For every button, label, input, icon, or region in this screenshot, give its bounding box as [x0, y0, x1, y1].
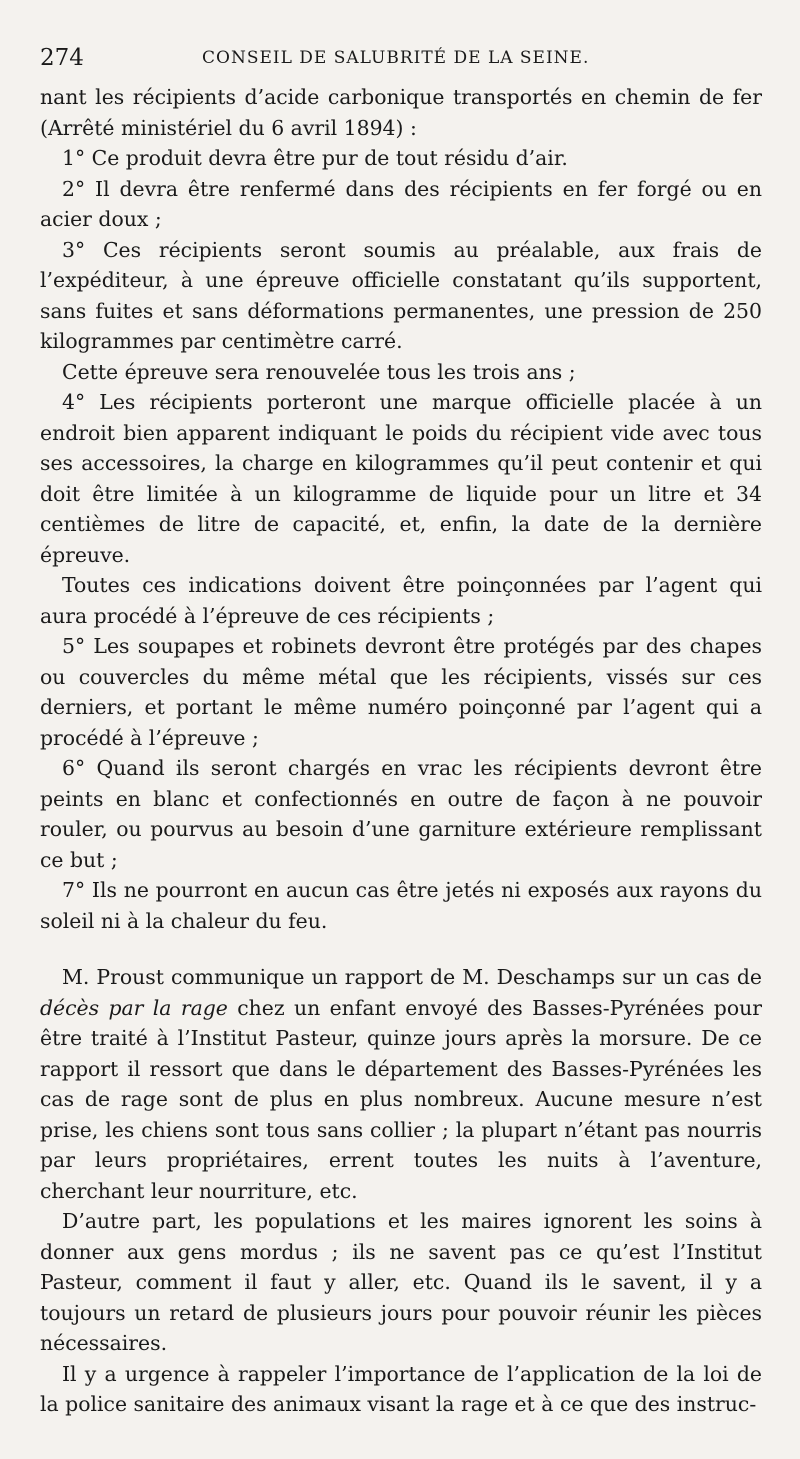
- paragraph-continuation: nant les récipients d’acide carbonique transportés en chemin de fer (Arrêté ministériel du 6 avril 1894) :: [40, 85, 762, 140]
- report-paragraph-2: Il y a urgence à rappeler l’importance de l’application de la loi de la police sanitaire des animaux visant la rage et à ce que des instruc-: [40, 1361, 762, 1416]
- running-title: CONSEIL DE SALUBRITÉ DE LA SEINE.: [202, 48, 590, 68]
- list-item-6: 6° Quand ils seront chargés en vrac les récipients devront être peints en blanc et confectionnés en outre de façon à ne pouvoir rouler, ou pourvus au besoin d’une garniture extérieure remplissant ce but ;: [40, 756, 762, 872]
- page-number: 274: [40, 45, 84, 71]
- list-item-2: 2° Il devra être renfermé dans des récipients en fer forgé ou en acier doux ;: [40, 176, 762, 231]
- list-item-3: 3° Ces récipients seront soumis au préalable, aux frais de l’expéditeur, à une épreuve officielle constatant qu’ils supportent, sans fuites et sans déformations permanentes, une pression de 250 kilogrammes par centimètre carré.: [40, 237, 762, 353]
- list-item-7: 7° Ils ne pourront en aucun cas être jetés ni exposés aux rayons du soleil ni à la chaleur du feu.: [40, 878, 762, 933]
- report-intro-before: M. Proust communique un rapport de M. Deschamps sur un cas de: [62, 965, 762, 989]
- report-intro-paragraph: [40, 962, 762, 1206]
- list-item-5: 5° Les soupapes et robinets devront être protégés par des chapes ou couvercles du même métal que les récipients, vissés sur ces derniers, et portant le même numéro poinçonné par l’agent qui a procédé à l’épreuve ;: [40, 634, 762, 750]
- list-item-4-note: Toutes ces indications doivent être poinçonnées par l’agent qui aura procédé à l’épreuve de ces récipients ;: [40, 573, 762, 628]
- report-paragraph-1: D’autre part, les populations et les maires ignorent les soins à donner aux gens mordus ; ils ne savent pas ce qu’est l’Institut Pasteur, comment il faut y aller, etc. Quand ils le savent, il y a toujours un retard de plusieurs jours pour pouvoir réunir les pièces nécessaires.: [40, 1209, 762, 1355]
- report-intro-after: chez un enfant envoyé des Basses-Pyrénées pour être traité à l’Institut Pasteur, quinze jours après la morsure. De ce rapport il ressort que dans le département des Basses-Pyrénées les cas de rage sont de plus en plus nombreux. Aucune mesure n’est prise, les chiens sont tous sans collier ; la plupart n’étant pas nourris par leurs propriétaires, errent toutes les nuits à l’aventure, cherchant leur nourriture, etc.: [40, 995, 762, 1203]
- book-page: [40, 38, 762, 1438]
- list-item-4: 4° Les récipients porteront une marque officielle placée à un endroit bien apparent indiquant le poids du récipient vide avec tous ses accessoires, la charge en kilogrammes qu’il peut contenir et qui doit être limitée à un kilogramme de liquide pour un litre et 34 centièmes de litre de capacité, et, enfin, la date de la dernière épreuve.: [40, 390, 762, 567]
- list-item-1: 1° Ce produit devra être pur de tout résidu d’air.: [62, 146, 568, 170]
- page-header: [40, 38, 762, 78]
- list-item-3-note: Cette épreuve sera renouvelée tous les trois ans ;: [62, 359, 576, 384]
- body-text: [40, 82, 762, 1420]
- report-intro-emphasis: décès par la rage: [40, 995, 228, 1020]
